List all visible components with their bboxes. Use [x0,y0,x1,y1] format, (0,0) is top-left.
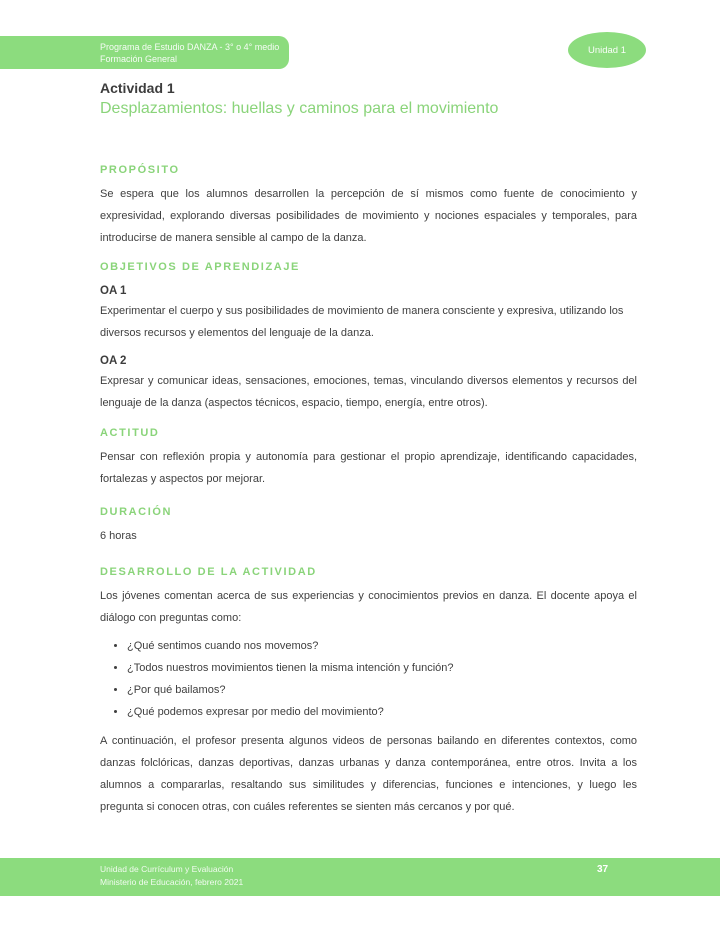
desarrollo-closing: A continuación, el profesor presenta algunos videos de personas bailando en diferentes contextos, como danzas folclóricas, danzas deportivas, danzas urbanas y danza contemporánea, entre otros. Invita a los alumnos a compararlas, resaltando sus similitudes y diferencias, funciones e intenciones, y luego les pregunta si conocen otras, con cuáles referentes se sienten más cercanos y por qué. [100,735,637,813]
footer-band [0,858,720,896]
actitud-body: Pensar con reflexión propia y autonomía para gestionar el propio aprendizaje, identificando capacidades, fortalezas y aspectos por mejorar. [100,451,637,485]
oa2-text: Expresar y comunicar ideas, sensaciones, emociones, temas, vinculando diversos elementos y recursos del lenguaje de la danza (aspectos técnicos, espacio, tiempo, energía, entre otros). [100,375,637,409]
unit-badge: Unidad 1 [568,32,646,68]
section-heading-actitud: ACTITUD [100,427,160,439]
section-heading-duracion: DURACIÓN [100,506,173,518]
footer-text [100,863,243,889]
program-subtitle: Formación General [100,53,178,64]
page-content [100,74,637,818]
proposito-body: Se espera que los alumnos desarrollen la percepción de sí mismos como fuente de conocimiento y expresividad, explorando diversas posibilidades de movimiento y nociones espaciales y temporales, para introducirse de manera sensible al campo de la danza. [100,188,637,244]
duracion-value: 6 horas [100,530,137,542]
program-header-band [0,36,289,69]
activity-subtitle: Desplazamientos: huellas y caminos para el movimiento [100,100,499,117]
section-heading-objetivos: OBJETIVOS DE APRENDIZAJE [100,261,300,273]
oa2-label: OA 2 [100,355,127,367]
program-title: Programa de Estudio DANZA - 3° o 4° medio [100,41,280,52]
page-number: 37 [597,864,609,875]
activity-title: Actividad 1 [100,80,175,96]
question-list [100,635,637,723]
desarrollo-intro: Los jóvenes comentan acerca de sus experiencias y conocimientos previos en danza. El docente apoya el diálogo con preguntas como: [100,590,637,624]
list-item: • ¿Qué podemos expresar por medio del movimiento? [127,701,637,723]
oa1-label: OA 1 [100,285,127,297]
footer-ministry-line: Ministerio de Educación, febrero 2021 [100,877,244,887]
list-item: • ¿Por qué bailamos? [127,679,637,701]
footer-unit-line: Unidad de Currículum y Evaluación [100,864,234,874]
section-heading-proposito: PROPÓSITO [100,164,180,176]
list-item: • ¿Todos nuestros movimientos tienen la misma intención y función? [127,657,637,679]
list-item: • ¿Qué sentimos cuando nos movemos? [127,635,637,657]
oa1-text: Experimentar el cuerpo y sus posibilidades de movimiento de manera consciente y expresiva, utilizando los diversos recursos y elementos del lenguaje de la danza. [100,305,624,339]
section-heading-desarrollo: DESARROLLO DE LA ACTIVIDAD [100,566,317,578]
